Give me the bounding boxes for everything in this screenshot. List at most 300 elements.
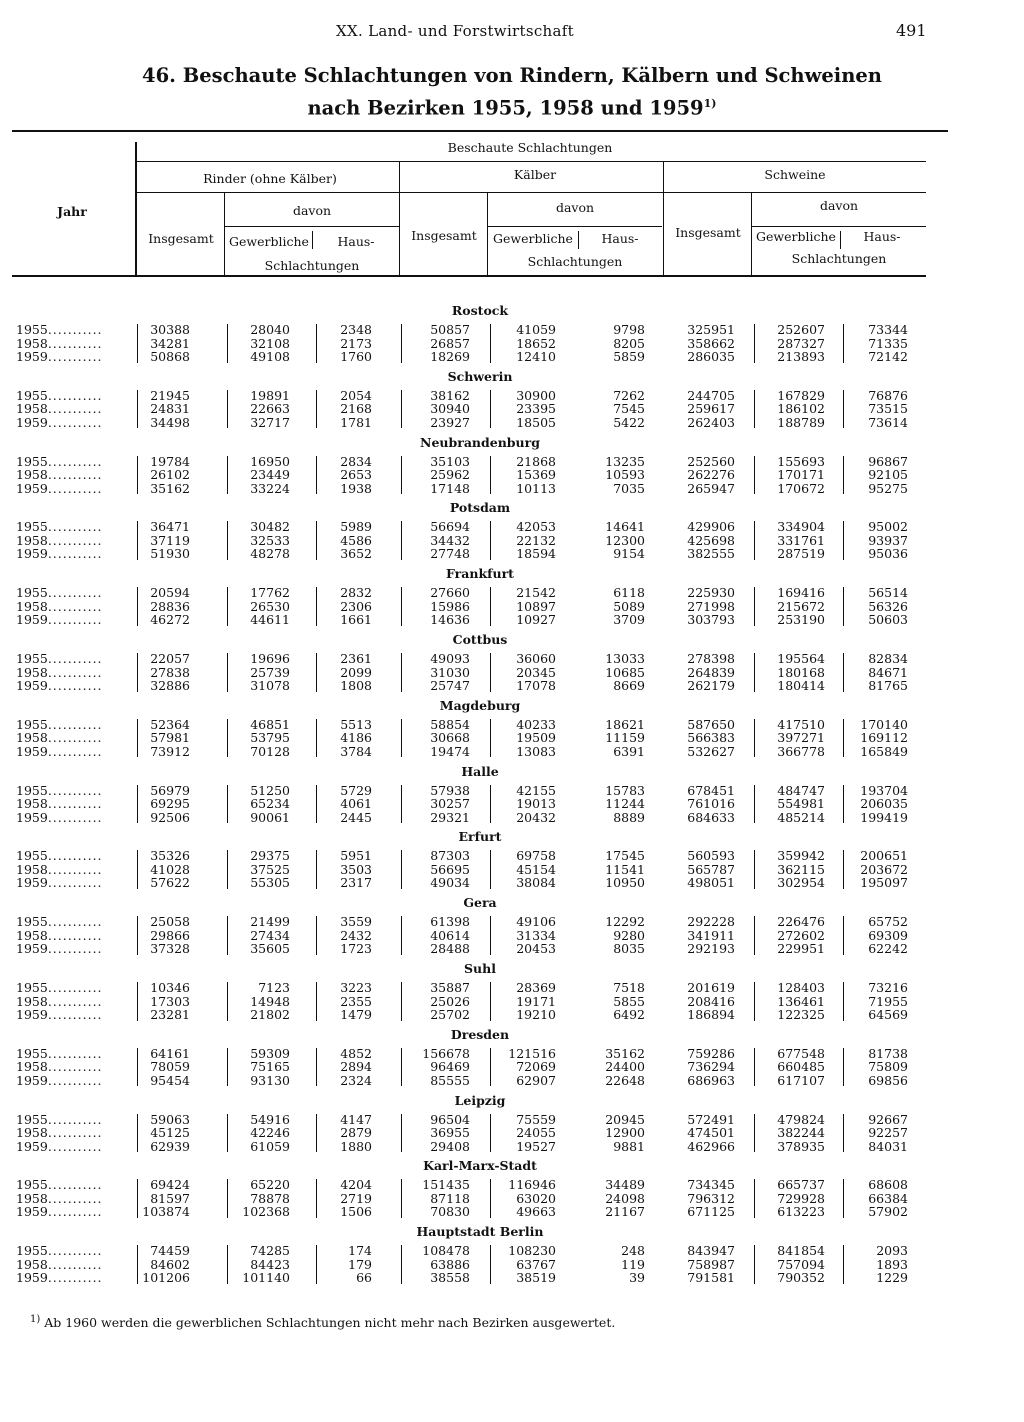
cell-kaelber-gewerbliche: 45154: [516, 861, 556, 877]
year-label: [16, 849, 103, 863]
cell-rinder-insgesamt: 22057: [150, 651, 190, 666]
year-label: [16, 1178, 103, 1192]
cell-schweine-insgesamt: 761016: [687, 796, 735, 812]
year-value: 1955: [16, 980, 48, 995]
cell-schweine-gewerbliche: 362115: [777, 861, 825, 877]
year-value: 1955: [16, 716, 48, 732]
cell-schweine-gewerbliche: 302954: [777, 875, 825, 891]
cell-kaelber-haus: 22648: [605, 1072, 645, 1088]
cell-schweine-haus: 81738: [868, 1045, 908, 1061]
cell-rinder-gewerbliche: 25739: [250, 664, 290, 680]
cell-rinder-insgesamt: 45125: [150, 1125, 190, 1141]
cell-kaelber-haus: 7518: [613, 980, 645, 995]
year-value: 1955: [16, 1111, 48, 1127]
cell-rinder-haus: 3652: [340, 546, 372, 562]
cell-kaelber-haus: 5422: [613, 414, 645, 430]
leader-dots: ...........: [47, 612, 103, 628]
cell-schweine-gewerbliche: 677548: [777, 1045, 825, 1061]
cell-rinder-haus: 4204: [340, 1177, 372, 1193]
year-label: [16, 402, 103, 416]
cell-rinder-insgesamt: 59063: [150, 1111, 190, 1127]
year-value: 1958: [16, 532, 48, 548]
year-label: [16, 981, 103, 995]
cell-schweine-gewerbliche: 180168: [777, 664, 825, 680]
cell-schweine-gewerbliche: 287327: [777, 335, 825, 351]
cell-rinder-haus: 1723: [340, 941, 372, 957]
year-value: 1955: [16, 322, 48, 337]
district-heading: Halle: [461, 763, 499, 779]
header-rinder-insgesamt: Insgesamt: [148, 231, 214, 246]
cell-kaelber-haus: 7035: [613, 480, 645, 496]
year-label: [16, 323, 103, 337]
cell-rinder-haus: 1661: [340, 612, 372, 628]
cell-schweine-haus: 199419: [860, 809, 908, 825]
cell-schweine-insgesamt: 262403: [687, 414, 735, 430]
cell-rinder-haus: 5951: [340, 848, 372, 864]
cell-schweine-gewerbliche: 790352: [777, 1270, 825, 1286]
cell-schweine-haus: 92105: [868, 467, 908, 483]
header-rinder-haus: Haus-: [337, 234, 375, 249]
cell-kaelber-haus: 6118: [613, 585, 645, 601]
cell-rinder-gewerbliche: 14948: [250, 993, 290, 1009]
cell-schweine-haus: 68608: [868, 1177, 908, 1193]
cell-rinder-gewerbliche: 29375: [250, 848, 290, 864]
cell-kaelber-haus: 8205: [613, 335, 645, 351]
year-value: 1958: [16, 730, 48, 746]
district-heading: Neubrandenburg: [420, 434, 540, 450]
cell-schweine-haus: 165849: [860, 743, 908, 759]
cell-schweine-insgesamt: 686963: [687, 1072, 735, 1088]
cell-kaelber-insgesamt: 23927: [430, 414, 470, 430]
cell-kaelber-insgesamt: 26857: [430, 335, 470, 351]
header-rule-davon-rinder: [225, 226, 399, 227]
year-label: [16, 337, 103, 351]
cell-schweine-insgesamt: 358662: [687, 335, 735, 351]
cell-schweine-gewerbliche: 287519: [777, 546, 825, 562]
cell-schweine-haus: 1229: [876, 1270, 908, 1286]
year-label: [16, 350, 103, 364]
cell-kaelber-gewerbliche: 19210: [516, 1007, 556, 1022]
cell-kaelber-gewerbliche: 19509: [516, 730, 556, 746]
leader-dots: ...........: [47, 349, 103, 364]
header-divider-r-gh: [312, 231, 313, 249]
year-value: 1959: [16, 1072, 48, 1088]
cell-schweine-haus: 64569: [868, 1007, 908, 1022]
year-value: 1955: [16, 519, 48, 535]
cell-schweine-gewerbliche: 397271: [777, 730, 825, 746]
cell-schweine-insgesamt: 292193: [687, 941, 735, 957]
cell-kaelber-gewerbliche: 19171: [516, 993, 556, 1009]
header-schweine-haus: Haus-: [863, 229, 901, 244]
cell-kaelber-haus: 13235: [605, 453, 645, 469]
header-jahr-divider: [135, 142, 137, 276]
cell-schweine-gewerbliche: 479824: [777, 1111, 825, 1127]
cell-schweine-haus: 71955: [868, 993, 908, 1009]
cell-rinder-haus: 1781: [340, 414, 372, 430]
cell-schweine-insgesamt: 734345: [687, 1177, 735, 1193]
cell-rinder-insgesamt: 19784: [150, 453, 190, 469]
cell-kaelber-insgesamt: 27748: [430, 546, 470, 562]
header-rinder-davon: davon: [292, 203, 332, 218]
cell-rinder-insgesamt: 26102: [150, 467, 190, 483]
cell-kaelber-gewerbliche: 10897: [516, 598, 556, 614]
year-value: 1959: [16, 1138, 48, 1154]
cell-rinder-gewerbliche: 48278: [250, 546, 290, 562]
cell-rinder-haus: 4061: [340, 796, 372, 812]
cell-rinder-insgesamt: 32886: [150, 678, 190, 693]
table-title: [0, 62, 1024, 123]
year-value: 1955: [16, 848, 48, 864]
cell-schweine-gewerbliche: 229951: [777, 941, 825, 957]
header-schweine-davon: davon: [819, 198, 859, 213]
cell-kaelber-gewerbliche: 10927: [516, 612, 556, 628]
cell-kaelber-gewerbliche: 116946: [508, 1177, 556, 1193]
cell-rinder-haus: 3223: [340, 980, 372, 995]
leader-dots: ...........: [47, 1125, 103, 1141]
cell-kaelber-haus: 9881: [613, 1138, 645, 1154]
cell-rinder-gewerbliche: 51250: [250, 782, 290, 798]
cell-schweine-gewerbliche: 136461: [777, 993, 825, 1009]
cell-kaelber-haus: 3709: [613, 612, 645, 628]
cell-rinder-gewerbliche: 101140: [242, 1270, 290, 1286]
cell-schweine-gewerbliche: 226476: [777, 914, 825, 930]
cell-rinder-insgesamt: 34281: [150, 335, 190, 351]
district-heading: Leipzig: [454, 1092, 506, 1108]
year-label: [16, 1258, 103, 1272]
leader-dots: ...........: [47, 875, 103, 891]
cell-schweine-gewerbliche: 841854: [777, 1243, 825, 1259]
cell-schweine-gewerbliche: 180414: [777, 678, 825, 693]
leader-dots: ...........: [47, 743, 103, 759]
cell-schweine-gewerbliche: 188789: [777, 414, 825, 430]
year-label: [16, 1192, 103, 1206]
year-value: 1959: [16, 1270, 48, 1286]
cell-rinder-insgesamt: 69295: [150, 796, 190, 812]
leader-dots: ...........: [47, 585, 103, 601]
cell-schweine-gewerbliche: 382244: [777, 1125, 825, 1141]
cell-schweine-insgesamt: 382555: [687, 546, 735, 562]
cell-schweine-insgesamt: 462966: [687, 1138, 735, 1154]
cell-kaelber-insgesamt: 29408: [430, 1138, 470, 1154]
cell-schweine-haus: 65752: [868, 914, 908, 930]
cell-rinder-haus: 5729: [340, 782, 372, 798]
leader-dots: ...........: [47, 519, 103, 535]
cell-rinder-insgesamt: 57622: [150, 875, 190, 891]
cell-schweine-haus: 84671: [868, 664, 908, 680]
cell-rinder-insgesamt: 25058: [150, 914, 190, 930]
cell-schweine-gewerbliche: 417510: [777, 716, 825, 732]
year-label: [16, 389, 103, 403]
cell-kaelber-gewerbliche: 72069: [516, 1059, 556, 1075]
cell-kaelber-haus: 9280: [613, 927, 645, 943]
cell-rinder-gewerbliche: 30482: [250, 519, 290, 535]
cell-kaelber-insgesamt: 58854: [430, 716, 470, 732]
cell-kaelber-gewerbliche: 41059: [516, 322, 556, 337]
cell-kaelber-gewerbliche: 75559: [516, 1111, 556, 1127]
cell-schweine-insgesamt: 278398: [687, 651, 735, 666]
cell-rinder-gewerbliche: 21802: [250, 1007, 290, 1022]
cell-rinder-haus: 2432: [340, 927, 372, 943]
district-heading: Dresden: [450, 1026, 510, 1042]
cell-schweine-gewerbliche: 757094: [777, 1256, 825, 1272]
leader-dots: ...........: [47, 730, 103, 746]
cell-rinder-gewerbliche: 35605: [250, 941, 290, 957]
cell-schweine-insgesamt: 341911: [687, 927, 735, 943]
cell-kaelber-gewerbliche: 13083: [516, 743, 556, 759]
header-rule-davon-schweine: [752, 226, 926, 227]
cell-schweine-gewerbliche: 660485: [777, 1059, 825, 1075]
cell-schweine-gewerbliche: 215672: [777, 598, 825, 614]
year-label: [16, 520, 103, 534]
cell-schweine-gewerbliche: 359942: [777, 848, 825, 864]
cell-schweine-insgesamt: 292228: [687, 914, 735, 930]
cell-rinder-gewerbliche: 23449: [250, 467, 290, 483]
leader-dots: ...........: [47, 1138, 103, 1154]
footnote-text: Ab 1960 werden die gewerblichen Schlachtungen nicht mehr nach Bezirken ausgewertet.: [44, 1315, 616, 1331]
year-value: 1959: [16, 1007, 48, 1022]
cell-rinder-insgesamt: 35162: [150, 480, 190, 496]
cell-rinder-gewerbliche: 55305: [250, 875, 290, 891]
leader-dots: ...........: [47, 480, 103, 496]
cell-kaelber-haus: 248: [621, 1243, 645, 1259]
cell-rinder-insgesamt: 10346: [150, 980, 190, 995]
year-value: 1955: [16, 1243, 48, 1259]
cell-rinder-gewerbliche: 93130: [250, 1072, 290, 1088]
header-kaelber-schlachtungen: Schlachtungen: [527, 254, 623, 269]
cell-rinder-haus: 2173: [340, 335, 372, 351]
cell-schweine-haus: 95036: [868, 546, 908, 562]
cell-kaelber-haus: 6391: [613, 743, 645, 759]
cell-kaelber-haus: 12292: [605, 914, 645, 930]
leader-dots: ...........: [47, 401, 103, 417]
district-heading: Potsdam: [449, 500, 511, 516]
cell-schweine-insgesamt: 425698: [687, 532, 735, 548]
cell-rinder-insgesamt: 78059: [150, 1059, 190, 1075]
year-value: 1958: [16, 796, 48, 812]
cell-kaelber-insgesamt: 38558: [430, 1270, 470, 1286]
cell-rinder-insgesamt: 35326: [150, 848, 190, 864]
cell-rinder-gewerbliche: 17762: [250, 585, 290, 601]
cell-kaelber-insgesamt: 63886: [430, 1256, 470, 1272]
leader-dots: ...........: [47, 387, 103, 403]
cell-rinder-insgesamt: 64161: [150, 1045, 190, 1061]
cell-schweine-gewerbliche: 366778: [777, 743, 825, 759]
year-label: [16, 1060, 103, 1074]
cell-kaelber-haus: 10950: [605, 875, 645, 891]
cell-kaelber-haus: 39: [629, 1270, 645, 1286]
cell-kaelber-insgesamt: 35887: [430, 980, 470, 995]
year-label: [16, 1074, 103, 1088]
cell-rinder-gewerbliche: 22663: [250, 401, 290, 417]
cell-rinder-gewerbliche: 7123: [258, 980, 290, 995]
cell-rinder-gewerbliche: 16950: [250, 453, 290, 469]
year-label: [16, 1126, 103, 1140]
leader-dots: ...........: [47, 598, 103, 614]
year-label: [16, 915, 103, 929]
header-schweine-gewerbliche: Gewerbliche: [756, 229, 836, 244]
year-label: [16, 416, 103, 430]
cell-schweine-haus: 84031: [868, 1138, 908, 1154]
header-divider-s-gh: [840, 231, 841, 249]
cell-rinder-insgesamt: 30388: [150, 322, 190, 337]
leader-dots: ...........: [47, 651, 103, 666]
cell-rinder-gewerbliche: 70128: [250, 743, 290, 759]
leader-dots: ...........: [47, 1177, 103, 1193]
cell-schweine-insgesamt: 572491: [687, 1111, 735, 1127]
cell-rinder-gewerbliche: 28040: [250, 322, 290, 337]
cell-rinder-gewerbliche: 74285: [250, 1243, 290, 1259]
leader-dots: ...........: [47, 941, 103, 957]
cell-schweine-haus: 75809: [868, 1059, 908, 1075]
cell-schweine-gewerbliche: 169416: [777, 585, 825, 601]
cell-schweine-haus: 193704: [860, 782, 908, 798]
cell-schweine-insgesamt: 532627: [687, 743, 735, 759]
cell-rinder-insgesamt: 20594: [150, 585, 190, 601]
cell-rinder-haus: 1880: [340, 1138, 372, 1154]
cell-kaelber-gewerbliche: 49106: [516, 914, 556, 930]
cell-schweine-gewerbliche: 253190: [777, 612, 825, 628]
footnote-mark: 1): [30, 1314, 41, 1325]
cell-kaelber-insgesamt: 30940: [430, 401, 470, 417]
year-value: 1959: [16, 678, 48, 693]
cell-rinder-insgesamt: 41028: [150, 861, 190, 877]
header-divider-2: [663, 162, 664, 276]
year-value: 1958: [16, 598, 48, 614]
cell-kaelber-insgesamt: 56694: [430, 519, 470, 535]
header-jahr: Jahr: [57, 204, 87, 219]
cell-kaelber-haus: 8669: [613, 678, 645, 693]
leader-dots: ...........: [47, 1256, 103, 1272]
year-value: 1958: [16, 1190, 48, 1206]
header-kaelber-gewerbliche: Gewerbliche: [493, 231, 573, 246]
cell-rinder-gewerbliche: 84423: [250, 1256, 290, 1272]
cell-rinder-haus: 2361: [340, 651, 372, 666]
leader-dots: ...........: [47, 809, 103, 825]
cell-schweine-gewerbliche: 186102: [777, 401, 825, 417]
year-value: 1958: [16, 1256, 48, 1272]
year-label: [16, 942, 103, 956]
header-beschaute: Beschaute Schlachtungen: [447, 140, 613, 155]
cell-kaelber-gewerbliche: 18505: [516, 414, 556, 430]
cell-rinder-insgesamt: 50868: [150, 349, 190, 364]
cell-rinder-gewerbliche: 21499: [250, 914, 290, 930]
district-heading: Cottbus: [452, 632, 508, 647]
district-heading: Frankfurt: [446, 566, 514, 582]
header-rule-beschaute: [136, 161, 926, 162]
year-label: [16, 455, 103, 469]
cell-schweine-haus: 170140: [860, 716, 908, 732]
cell-kaelber-gewerbliche: 28369: [516, 980, 556, 995]
cell-rinder-haus: 1808: [340, 678, 372, 693]
cell-schweine-gewerbliche: 167829: [777, 387, 825, 403]
cell-kaelber-insgesamt: 14636: [430, 612, 470, 628]
cell-kaelber-gewerbliche: 22132: [516, 532, 556, 548]
cell-kaelber-insgesamt: 17148: [430, 480, 470, 496]
cell-rinder-gewerbliche: 37525: [250, 861, 290, 877]
cell-kaelber-insgesamt: 151435: [422, 1177, 470, 1193]
cell-schweine-haus: 73216: [868, 980, 908, 995]
header-kaelber-haus: Haus-: [601, 231, 639, 246]
cell-kaelber-insgesamt: 15986: [430, 598, 470, 614]
cell-kaelber-haus: 35162: [605, 1045, 645, 1061]
cell-kaelber-insgesamt: 18269: [430, 349, 470, 364]
year-value: 1959: [16, 612, 48, 628]
cell-rinder-insgesamt: 95454: [150, 1072, 190, 1088]
cell-kaelber-insgesamt: 34432: [430, 532, 470, 548]
cell-schweine-insgesamt: 560593: [687, 848, 735, 864]
cell-kaelber-insgesamt: 30257: [430, 796, 470, 812]
district-heading: Magdeburg: [439, 697, 521, 713]
cell-rinder-gewerbliche: 44611: [250, 612, 290, 628]
cell-schweine-insgesamt: 265947: [687, 480, 735, 496]
leader-dots: ...........: [47, 546, 103, 562]
cell-schweine-haus: 57902: [868, 1204, 908, 1220]
cell-rinder-gewerbliche: 90061: [250, 809, 290, 825]
leader-dots: ...........: [47, 1059, 103, 1075]
year-label: [16, 600, 103, 614]
cell-rinder-haus: 2324: [340, 1072, 372, 1088]
running-head: XX. Land- und Forstwirtschaft: [336, 22, 574, 40]
cell-schweine-insgesamt: 843947: [687, 1243, 735, 1259]
year-value: 1955: [16, 453, 48, 469]
district-heading: Schwerin: [447, 368, 513, 384]
leader-dots: ...........: [47, 335, 103, 351]
cell-rinder-insgesamt: 84602: [150, 1256, 190, 1272]
cell-schweine-haus: 73344: [868, 322, 908, 337]
leader-dots: ...........: [47, 414, 103, 430]
cell-schweine-haus: 66384: [868, 1190, 908, 1206]
cell-kaelber-haus: 12300: [605, 532, 645, 548]
cell-kaelber-gewerbliche: 19013: [516, 796, 556, 812]
leader-dots: ...........: [47, 927, 103, 943]
header-rinder-gewerbliche: Gewerbliche: [229, 234, 309, 249]
cell-kaelber-insgesamt: 61398: [430, 914, 470, 930]
cell-rinder-gewerbliche: 26530: [250, 598, 290, 614]
cell-schweine-gewerbliche: 729928: [777, 1190, 825, 1206]
cell-kaelber-gewerbliche: 17078: [516, 678, 556, 693]
cell-rinder-haus: 3559: [340, 914, 372, 930]
cell-kaelber-haus: 5855: [613, 993, 645, 1009]
year-label: [16, 797, 103, 811]
cell-rinder-haus: 66: [356, 1270, 372, 1286]
cell-rinder-haus: 5989: [340, 519, 372, 535]
cell-rinder-insgesamt: 17303: [150, 993, 190, 1009]
cell-rinder-insgesamt: 36471: [150, 519, 190, 535]
header-rule-groups: [136, 192, 926, 193]
cell-kaelber-insgesamt: 25026: [430, 993, 470, 1009]
year-label: [16, 1271, 103, 1285]
cell-rinder-insgesamt: 37119: [150, 532, 190, 548]
cell-kaelber-insgesamt: 49093: [430, 651, 470, 666]
leader-dots: ...........: [47, 1204, 103, 1220]
cell-schweine-insgesamt: 736294: [687, 1059, 735, 1075]
cell-schweine-haus: 195097: [860, 875, 908, 891]
cell-rinder-insgesamt: 52364: [150, 716, 190, 732]
cell-kaelber-haus: 10593: [605, 467, 645, 483]
cell-schweine-haus: 56326: [868, 598, 908, 614]
cell-kaelber-gewerbliche: 24055: [516, 1125, 556, 1141]
cell-rinder-gewerbliche: 46851: [250, 716, 290, 732]
cell-kaelber-haus: 20945: [605, 1111, 645, 1127]
cell-schweine-insgesamt: 262179: [687, 678, 735, 693]
cell-rinder-gewerbliche: 53795: [250, 730, 290, 746]
leader-dots: ...........: [47, 848, 103, 864]
cell-rinder-insgesamt: 74459: [150, 1243, 190, 1259]
cell-schweine-haus: 71335: [868, 335, 908, 351]
leader-dots: ...........: [47, 914, 103, 930]
cell-schweine-haus: 82834: [868, 651, 908, 666]
cell-schweine-insgesamt: 565787: [687, 861, 735, 877]
